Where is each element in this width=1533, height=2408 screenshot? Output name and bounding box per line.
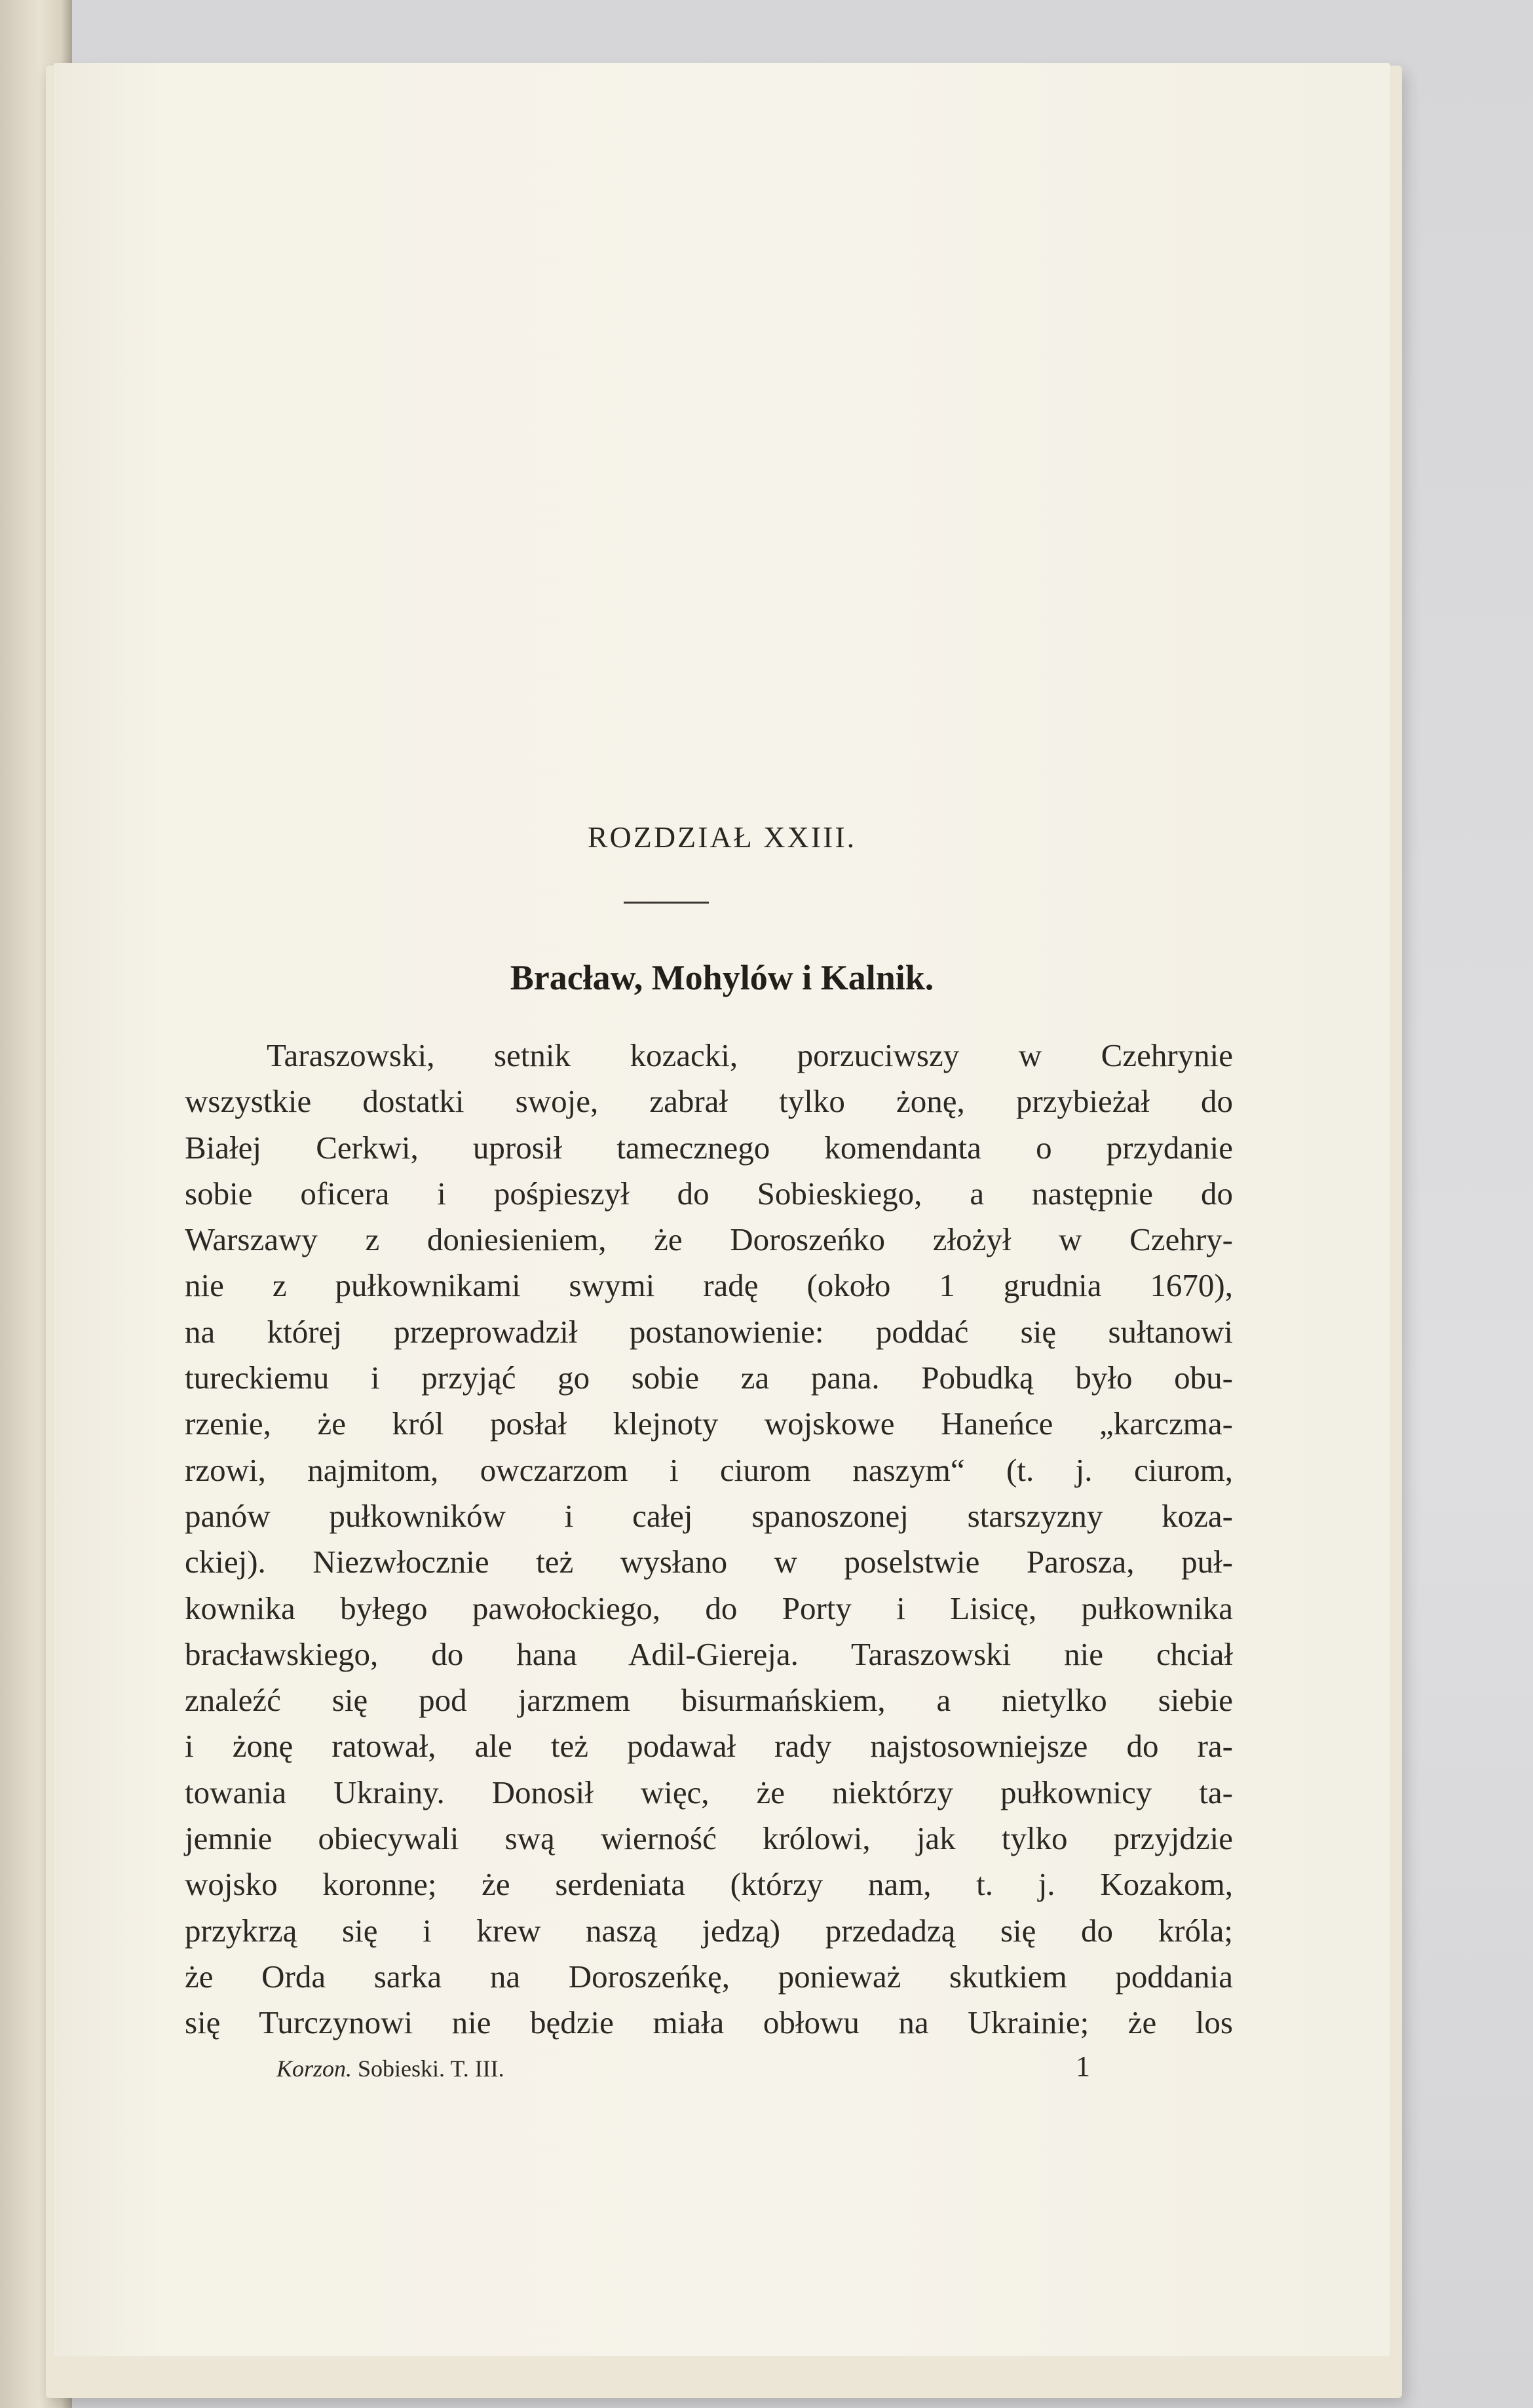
text-line: rzenie, że król posłał klejnoty wojskowe Haneńce „karczma- — [185, 1405, 1233, 1442]
text-line: rzowi, najmitom, owczarzom i ciurom naszym“ (t. j. ciurom, — [185, 1451, 1233, 1488]
book-page — [54, 63, 1390, 2356]
text-line: nie z pułkownikami swymi radę (około 1 grudnia 1670), — [185, 1267, 1233, 1304]
text-line: przykrzą się i krew naszą jedzą) przedadzą się do króla; — [185, 1912, 1233, 1949]
text-line: wszystkie dostatki swoje, zabrał tylko żonę, przybieżał do — [185, 1083, 1233, 1120]
text-line: znaleźć się pod jarzmem bisurmańskiem, a nietylko siebie — [185, 1682, 1233, 1719]
text-line: i żonę ratował, ale też podawał rady najstosowniejsze do ra- — [185, 1728, 1233, 1765]
text-line: się Turczynowi nie będzie miała obłowu na Ukrainie; że los — [185, 2004, 1233, 2041]
footer-author: Korzon. — [276, 2055, 352, 2082]
body-paragraph — [185, 1033, 1233, 2046]
text-line: że Orda sarka na Doroszeńkę, ponieważ skutkiem poddania — [185, 1958, 1233, 1995]
footer-source — [276, 2055, 504, 2082]
footer-work: Sobieski. T. III. — [358, 2055, 504, 2082]
text-line: tureckiemu i przyjąć go sobie za pana. Pobudką było obu- — [185, 1360, 1233, 1396]
text-line: Białej Cerkwi, uprosił tamecznego komendanta o przydanie — [185, 1129, 1233, 1166]
text-line: kownika byłego pawołockiego, do Porty i Lisicę, pułkownika — [185, 1590, 1233, 1626]
page-footer — [276, 2050, 1194, 2094]
text-line: jemnie obiecywali swą wierność królowi, jak tylko przyjdzie — [185, 1820, 1233, 1857]
heading-divider — [624, 902, 709, 904]
text-line: towania Ukrainy. Donosił więc, że niektórzy pułkownicy ta- — [185, 1774, 1233, 1810]
text-line: Warszawy z doniesieniem, że Doroszeńko złożył w Czehry- — [185, 1221, 1233, 1258]
section-title: Bracław, Mohylów i Kalnik. — [510, 958, 934, 997]
text-line: Taraszowski, setnik kozacki, porzuciwszy w Czehrynie — [267, 1037, 1233, 1073]
text-line: panów pułkowników i całej spanoszonej starszyzny koza- — [185, 1497, 1233, 1534]
text-line: sobie oficera i pośpieszył do Sobieskiego, a następnie do — [185, 1175, 1233, 1212]
page-number: 1 — [1076, 2050, 1090, 2082]
text-line: bracławskiego, do hana Adil-Giereja. Taraszowski nie chciał — [185, 1635, 1233, 1672]
chapter-heading: ROZDZIAŁ XXIII. — [587, 820, 857, 854]
text-line: wojsko koronne; że serdeniata (którzy nam, t. j. Kozakom, — [185, 1866, 1233, 1903]
text-line: na której przeprowadził postanowienie: poddać się sułtanowi — [185, 1313, 1233, 1350]
text-line: ckiej). Niezwłocznie też wysłano w poselstwie Parosza, puł- — [185, 1544, 1233, 1580]
